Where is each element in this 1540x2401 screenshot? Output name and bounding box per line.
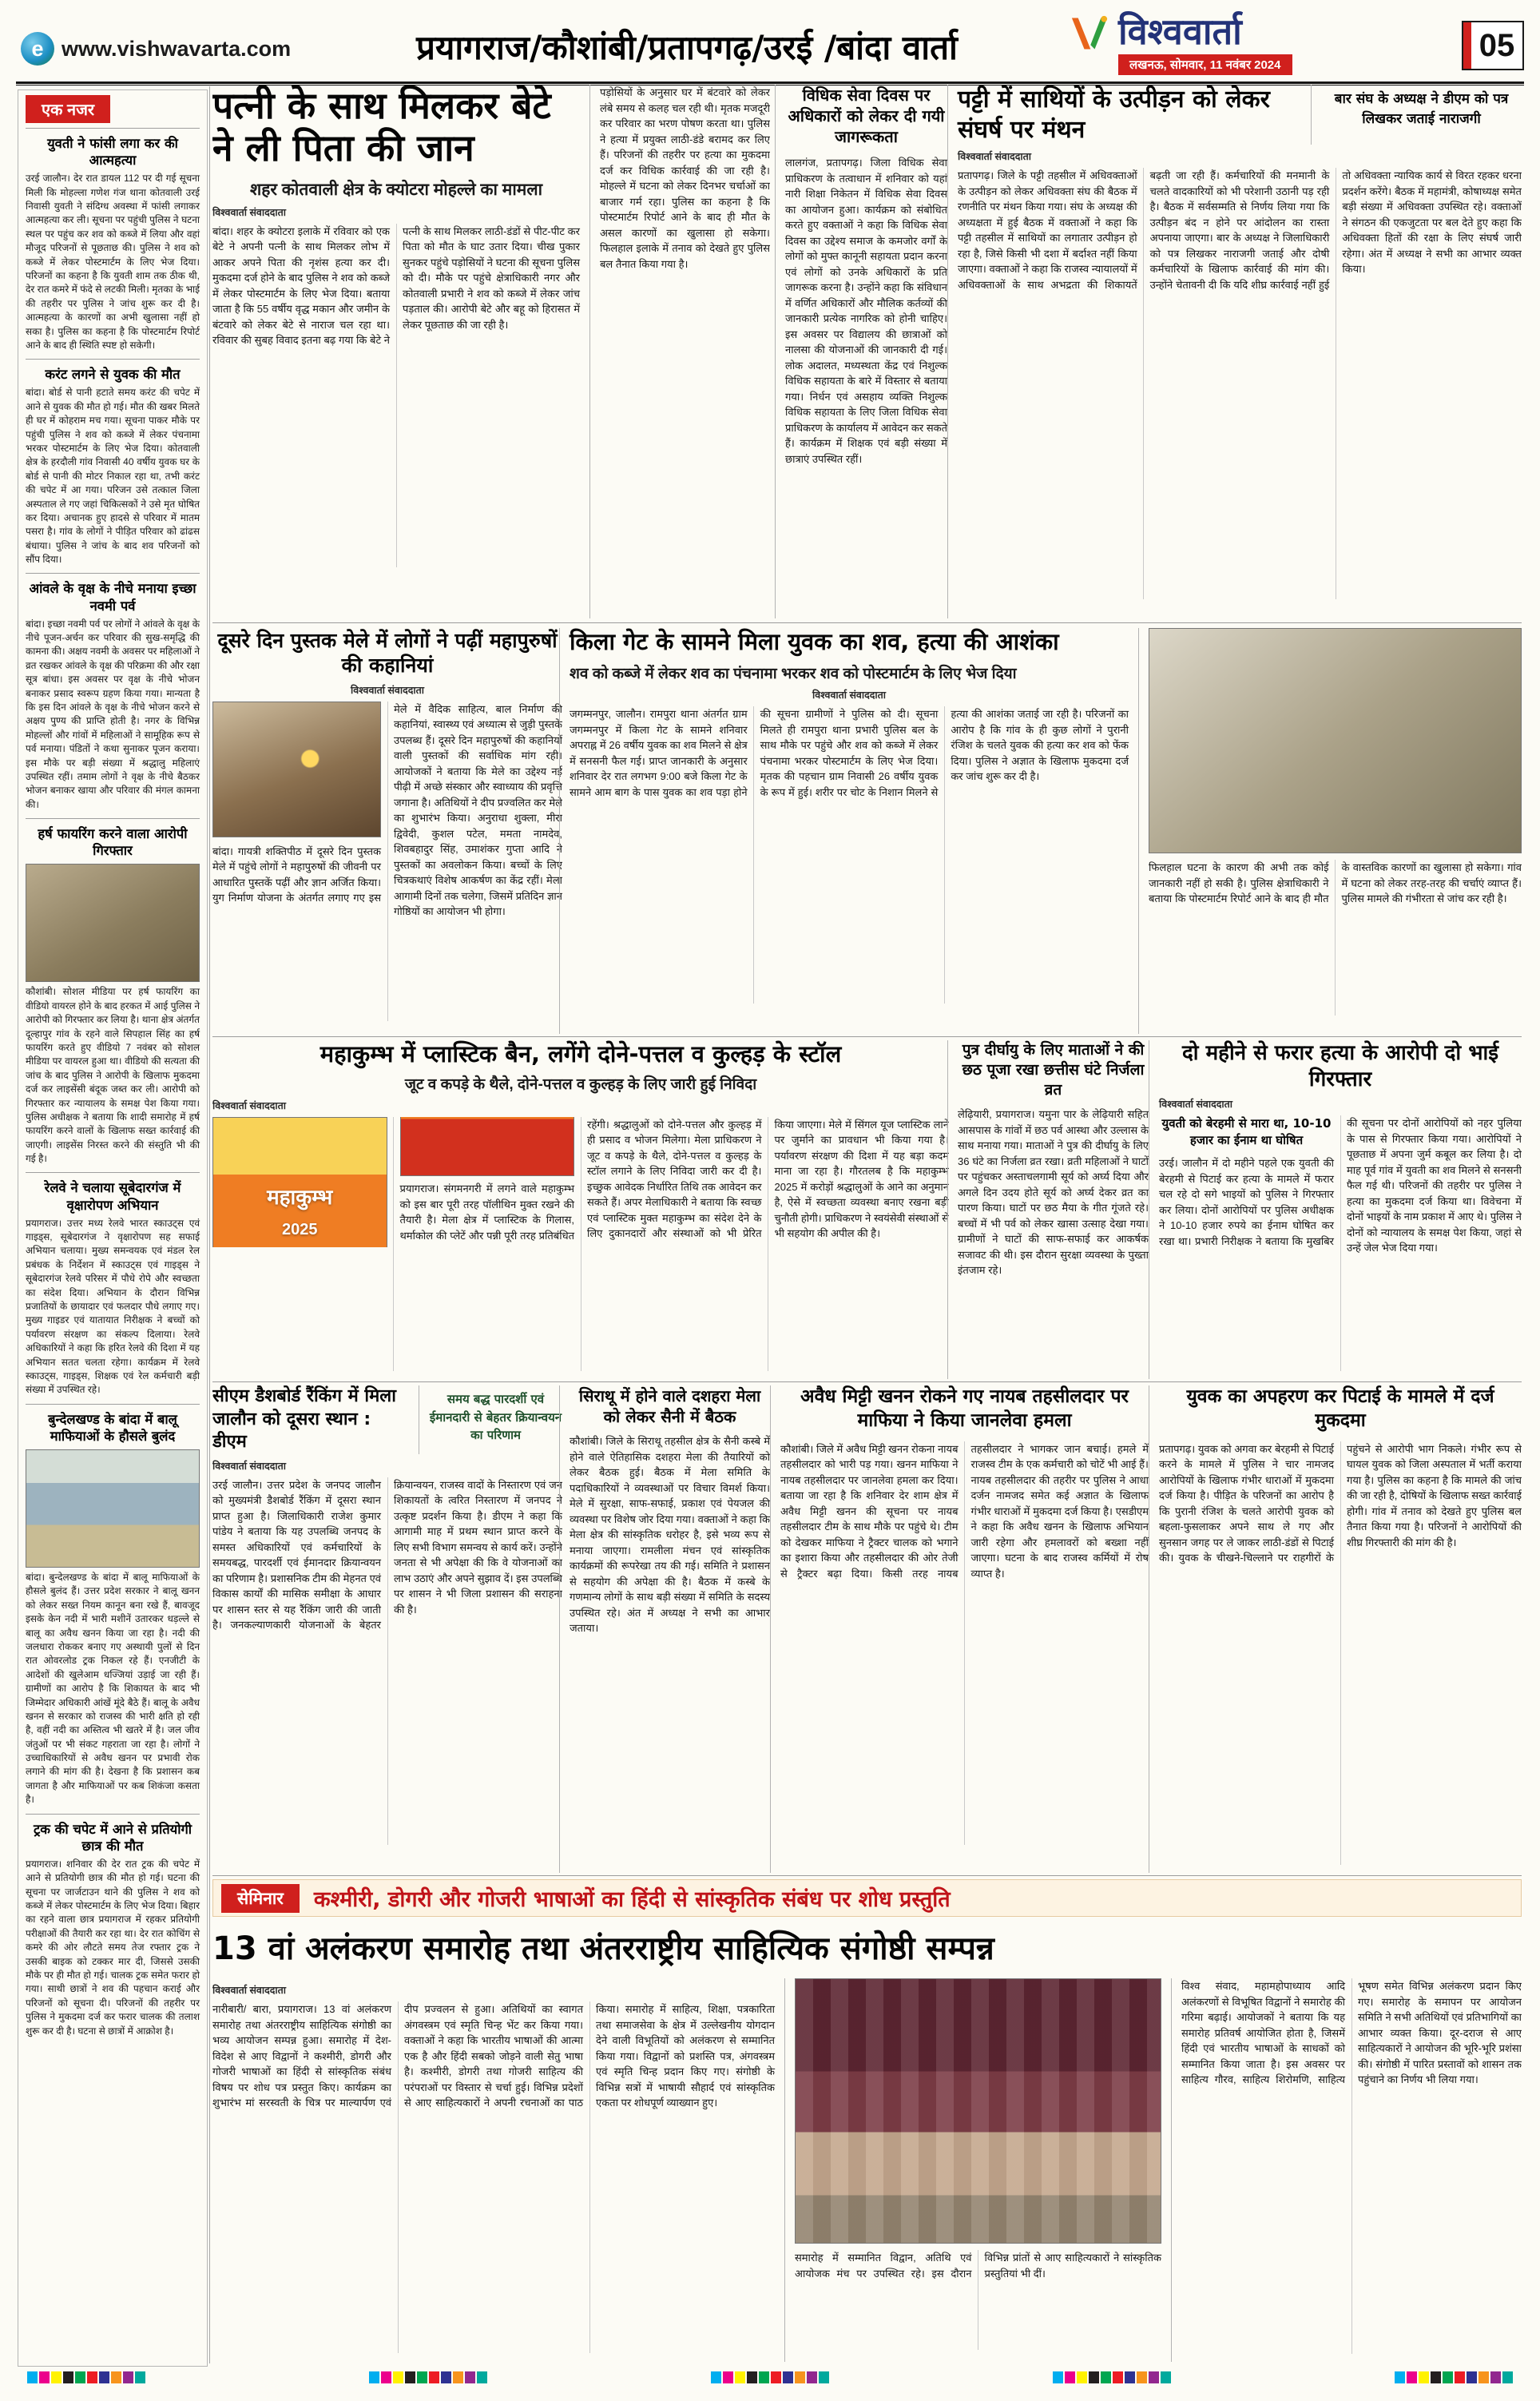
photo-arrested-man [26, 864, 200, 982]
poster-title: महाकुम्भ [267, 1185, 333, 1210]
byline: विश्ववार्ता संवाददाता [212, 1099, 286, 1111]
globe-letter: e [31, 36, 44, 61]
region-line: प्रयागराज/कौशांबी/प्रतापगढ़/उरई /बांदा वार्ता [416, 28, 958, 67]
article-sirathu [559, 1385, 770, 1873]
article-headline: युवक का अपहरण कर पिटाई के मामले में दर्ज मुकदमा [1186, 1386, 1494, 1431]
article-body: बांदा। बुन्देलखण्ड के बांदा में बालू माफियाओं के हौसले बुलंद हैं। उत्तर प्रदेश सरकार ने बालू खनन को लेकर सख्त नियम कानून बना रखे हैं, बावजूद इसके केन नदी में भारी मशीनें उतारकर धड़ल्ले से बालू का अवैध खनन किया जा रहा है। नदी की जलधारा रोककर बनाए गए अस्थायी पुलों से दिन रात ओवरलोड ट्रक निकल रहे हैं। एनजीटी के आदेशों की खुलेआम धज्जियां उड़ाई जा रही हैं। ग्रामीणों का आरोप है कि शिकायत के बाद भी जिम्मेदार अधिकारी आंखें मूंदे बैठे हैं। बालू के अवैध खनन से सरकार को राजस्व की भारी क्षति हो रही है, वहीं नदी का अस्तित्व भी खतरे में है। जल जीव जंतुओं पर भी संकट गहराता जा रहा है। लोगों ने उच्चाधिकारियों से अवैध खनन पर प्रभावी रोक लगाने की मांग की है। देखना है कि प्रशासन कब जागता है और माफियाओं पर कब शिकंजा कसता है। [26, 1571, 200, 1806]
article-body: बांदा। शहर के क्योटरा इलाके में रविवार को एक बेटे ने अपनी पत्नी के साथ मिलकर लोभ में आकर अपने पिता की नृशंस हत्या कर दी। मुकदमा दर्ज होने के बाद पुलिस ने शव को कब्जे में लेकर पोस्टमार्टम के लिए भेज दिया। बताया जाता है कि 55 वर्षीय वृद्ध मकान और जमीन के बंटवारे को लेकर बेटे से नाराज चल रहा था। रविवार की सुबह विवाद इतना बढ़ गया कि बेटे ने पत्नी के साथ मिलकर लाठी-डंडों से पीट-पीट कर पिता को मौत के घाट उतार दिया। चीख पुकार सुनकर पहुंचे पड़ोसियों ने घटना की सूचना पुलिस को दी। मौके पर पहुंचे क्षेत्राधिकारी नगर और कोतवाली प्रभारी ने शव को कब्जे में लेकर जांच पड़ताल की। आरोपी बेटे और बहू को हिरासत में लेकर पूछताछ की जा रही है। [212, 225, 580, 347]
rail-article-railway-plantation [26, 1172, 200, 1403]
photo-book-fair [212, 702, 381, 837]
article-apharan [1149, 1385, 1522, 1873]
print-registration-marks [27, 2371, 1513, 2383]
page-number-accent-bar [1463, 22, 1471, 69]
article-body: बांदा। बोर्ड से पानी हटाते समय करंट की चपेट में आने से युवक की मौत हो गई। मौत की खबर मिलते ही घर में कोहराम मच गया। सूचना पाकर मौके पर पहुंची पुलिस ने शव को कब्जे में लेकर पंचनामा भरकर पोस्टमार्टम के लिए भेज दिया। कोतवाली क्षेत्र के हरदौली गांव निवासी 40 वर्षीय युवक घर के बोर्ड से पानी की मोटर निकाल रहा था, तभी करंट की चपेट में आ गया। परिजन उसे तत्काल जिला अस्पताल ले गए जहां चिकित्सकों ने उसे मृत घोषित कर दिया। अचानक हुए हादसे से परिवार में मातम पसरा है। गांव के लोगों ने पीड़ित परिवार को ढांढस बंधाया। पुलिस ने जांच के बाद शव परिजनों को सौंप दिया। [26, 387, 200, 566]
article-vidhik [775, 85, 947, 618]
article-do-bhai [1149, 1040, 1522, 1379]
one-look-label: एक नजर [26, 95, 110, 123]
article-headline: पट्टी में साथियों के उत्पीड़न को लेकर संघर्ष पर मंथन [958, 85, 1270, 144]
rail-article-electrocution [26, 359, 200, 573]
website-block [21, 32, 291, 66]
section-rule [212, 622, 1522, 623]
article-kila [559, 628, 1522, 1034]
article-headline: सिराथू में होने वाले दशहरा मेला को लेकर सैनी में बैठक [578, 1386, 761, 1426]
article-seminar [212, 1879, 1522, 2363]
section-rule [212, 1036, 1522, 1037]
photo-police-scene [1149, 628, 1522, 853]
article-headline: युवती ने फांसी लगा कर की आत्महत्या [47, 136, 178, 169]
article-body: कौशांबी। जिले के सिराथू तहसील क्षेत्र के सैनी कस्बे में होने वाले ऐतिहासिक दशहरा मेला की तैयारियों को लेकर बैठक हुई। बैठक में मेला समिति के पदाधिकारियों ने व्यवस्थाओं पर विचार विमर्श किया। मेले में सुरक्षा, साफ-सफाई, प्रकाश एवं पेयजल की व्यवस्था पर विशेष जोर दिया गया। वक्ताओं ने कहा कि मेला क्षेत्र की सांस्कृतिक धरोहर है, इसे भव्य रूप से मनाया जाएगा। रामलीला मंचन एवं सांस्कृतिक कार्यक्रमों की रूपरेखा तय की गई। समिति ने प्रशासन से सहयोग की अपेक्षा की है। बैठक में कस्बे के गणमान्य लोगों के साथ बड़ी संख्या में समिति के सदस्य उपस्थित रहे। अंत में अध्यक्ष ने सभी का आभार जताया। [570, 1435, 770, 1634]
article-body: कौशांबी। जिले में अवैध मिट्टी खनन रोकना नायब तहसीलदार को भारी पड़ गया। खनन माफिया ने नायब तहसीलदार पर जानलेवा हमला कर दिया। बताया जा रहा है कि शनिवार देर शाम क्षेत्र में अवैध मिट्टी खनन की सूचना पर नायब तहसीलदार टीम के साथ मौके पर पहुंचे थे। टीम को देखकर माफिया ने ट्रैक्टर चालक को भगाने का इशारा किया और तहसीलदार की ओर तेजी से ट्रैक्टर बढ़ा दिया। किसी तरह नायब तहसीलदार ने भागकर जान बचाई। हमले में राजस्व टीम के एक कर्मचारी को चोटें भी आई हैं। नायब तहसीलदार की तहरीर पर पुलिस ने आधा दर्जन नामजद समेत कई अज्ञात के खिलाफ गंभीर धाराओं में मुकदमा दर्ज किया है। एसडीएम ने कहा कि अवैध खनन के खिलाफ अभियान जारी रहेगा और हमलावरों को बख्शा नहीं जाएगा। घटना के बाद राजस्व कर्मियों में रोष व्याप्त है। [780, 1442, 1149, 1580]
article-headline: हर्ष फायरिंग करने वाला आरोपी गिरफ्तार [38, 826, 188, 859]
masthead-title: विश्ववार्ता [1118, 10, 1242, 53]
article-headline: दूसरे दिन पुस्तक मेले में लोगों ने पढ़ीं महापुरुषों की कहानियां [217, 629, 558, 678]
article-body: जगम्मनपुर, जालौन। रामपुरा थाना अंतर्गत ग्राम जगम्मनपुर में किला गेट के सामने शनिवार अपराह्न में 26 वर्षीय युवक का शव मिलने से क्षेत्र में सनसनी फैल गई। प्राप्त जानकारी के अनुसार शनिवार देर रात लगभग 9:00 बजे किला गेट के सामने आम बाग के पास युवक का शव पड़ा होने की सूचना ग्रामीणों ने पुलिस को दी। सूचना मिलते ही रामपुरा थाना प्रभारी पुलिस बल के साथ मौके पर पहुंचे और शव को कब्जे में लेकर पंचनामा भरकर पोस्टमार्टम के लिए भेज दिया। मृतक की पहचान ग्राम निवासी 26 वर्षीय युवक के रूप में हुई। शरीर पर चोट के निशान मिलने से हत्या की आशंका जताई जा रही है। परिजनों का आरोप है कि गांव के ही कुछ लोगों ने पुरानी रंजिश के चलते युवक की हत्या कर शव को फेंक दिया। पुलिस ने अज्ञात के खिलाफ मुकदमा दर्ज कर जांच शुरू कर दी है। [570, 708, 1129, 798]
photo-note: समारोह में सम्मानित विद्वान, अतिथि एवं आयोजक मंच पर उपस्थित रहे। इस दौरान विभिन्न प्रांतों से आए साहित्यकारों ने सांस्कृतिक प्रस्तुतियां भी दीं। [795, 2252, 1161, 2280]
print-mark-group [711, 2371, 829, 2383]
masthead-logo-icon [1069, 13, 1110, 54]
article-body: लेढ़ियारी, प्रयागराज। यमुना पार के लेढ़ियारी सहित आसपास के गांवों में छठ पर्व आस्था और उल्लास के साथ मनाया गया। माताओं ने पुत्र की दीर्घायु के लिए 36 घंटे का निर्जला व्रत रखा। व्रती महिलाओं ने घाटों पर पहुंचकर अस्ताचलगामी सूर्य को अर्घ्य दिया और अगले दिन उदय होते सूर्य को अर्घ्य देकर व्रत का पारण किया। घाटों पर छठ मैया के गीत गूंजते रहे। बच्चों में भी पर्व को लेकर खासा उत्साह देखा गया। ग्रामीणों ने घाटों की साफ-सफाई कर आकर्षक सजावट की थी। इस दौरान सुरक्षा व्यवस्था के पुख्ता इंतजाम रहे। [958, 1108, 1149, 1277]
article-body-continued: पड़ोसियों के अनुसार घर में बंटवारे को लेकर लंबे समय से कलह चल रही थी। मृतक मजदूरी कर परिवार का भरण पोषण करता था। पुलिस ने हत्या में प्रयुक्त लाठी-डंडे बरामद कर लिए हैं। परिजनों की तहरीर पर हत्या का मुकदमा दर्ज कर विधिक कार्रवाई की जा रही है। मोहल्ले में घटना को लेकर दिनभर चर्चाओं का बाजार गर्म रहा। पुलिस का कहना है कि पोस्टमार्टम रिपोर्ट आने के बाद ही मौत के असल कारणों का खुलासा हो सकेगा। फिलहाल इलाके में तनाव को देखते हुए पुलिस बल तैनात किया गया है। [600, 86, 770, 270]
article-kicker: युवती को बेरहमी से मारा था, 10-10 हजार का ईनाम था घोषित [1161, 1116, 1332, 1147]
article-body-wrap [212, 1117, 949, 1371]
poster-year: 2025 [282, 1221, 318, 1239]
section-rule [212, 1875, 1522, 1876]
rail-article-ichha-navami [26, 573, 200, 818]
article-body: बांदा। इच्छा नवमी पर्व पर लोगों ने आंवले के वृक्ष के नीचे पूजन-अर्चन कर परिवार की सुख-समृद्धि की कामना की। अक्षय नवमी के अवसर पर महिलाओं ने व्रत रखकर आंवले के वृक्ष की परिक्रमा की और रक्षा सूत्र बांधा। इस अवसर पर वृक्ष के नीचे भोजन बनाकर प्रसाद स्वरूप ग्रहण किया गया। मान्यता है कि इस दिन आंवले के वृक्ष के नीचे भोजन करने से अक्षय पुण्य की प्राप्ति होती है। नगर के विभिन्न मोहल्लों और गांवों में महिलाओं ने सामूहिक रूप से पर्व मनाया। पंडितों ने कथा सुनाकर पूजन कराया। इस मौके पर बड़ी संख्या में श्रद्धालु महिलाएं उपस्थित रहीं। तमाम लोगों ने वृक्ष के नीचे बैठकर भोजन बनाकर खाया और परिवार की मंगल कामना की। [26, 618, 200, 810]
article-headline: किला गेट के सामने मिला युवक का शव, हत्या की आशंका [570, 628, 1059, 655]
rail-article-truck-accident [26, 1814, 200, 2045]
edition-dateline: लखनऊ, सोमवार, 11 नवंबर 2024 [1118, 54, 1292, 75]
article-headline: आंवले के वृक्ष के नीचे मनाया इच्छा नवमी पर्व [29, 581, 196, 614]
article-mitti [770, 1385, 1149, 1873]
article-body: नारीबारी/ बारा, प्रयागराज। 13 वां अलंकरण समारोह तथा अंतरराष्ट्रीय साहित्यिक संगोष्ठी का भव्य आयोजन सम्पन्न हुआ। समारोह में देश-विदेश से आए विद्वानों ने कश्मीरी, डोगरी और गोजरी भाषाओं का हिंदी से सांस्कृतिक संबंध विषय पर शोध पत्र प्रस्तुत किए। कार्यक्रम का शुभारंभ मां सरस्वती के चित्र पर माल्यार्पण एवं दीप प्रज्वलन से हुआ। अतिथियों का स्वागत अंगवस्त्रम एवं स्मृति चिन्ह भेंट कर किया गया। वक्ताओं ने कहा कि भारतीय भाषाओं की आत्मा एक है और हिंदी सबको जोड़ने वाली सेतु भाषा है। कश्मीरी, डोगरी तथा गोजरी साहित्य की परंपराओं पर विस्तार से चर्चा हुई। विभिन्न प्रदेशों से आए साहित्यकारों ने अपनी रचनाओं का पाठ किया। समारोह में साहित्य, शिक्षा, पत्रकारिता तथा समाजसेवा के क्षेत्र में उल्लेखनीय योगदान देने वाली विभूतियों को अलंकरण से सम्मानित किया गया। विद्वानों को प्रशस्ति पत्र, अंगवस्त्रम एवं स्मृति चिन्ह प्रदान किए गए। संगोष्ठी के विभिन्न सत्रों में भाषायी सौहार्द एवं सांस्कृतिक एकता पर शोधपूर्ण व्याख्यान हुए। [212, 2003, 775, 2109]
article-body: उरई। जालौन में दो महीने पहले एक युवती की बेरहमी से पिटाई कर हत्या के मामले में फरार चल रहे दो सगे भाइयों को पुलिस ने गिरफ्तार कर लिया। दोनों आरोपियों पर पुलिस अधीक्षक ने 10-10 हजार रुपये का ईनाम घोषित कर रखा था। प्रभारी निरीक्षक ने बताया कि मुखबिर की सूचना पर दोनों आरोपियों को नहर पुलिया के पास से गिरफ्तार किया गया। आरोपियों ने पूछताछ में अपना जुर्म कबूल कर लिया है। दो माह पूर्व गांव में युवती का शव मिलने से सनसनी फैल गई थी। परिजनों की तहरीर पर पुलिस ने हत्या का मुकदमा दर्ज किया था। विवेचना में दोनों भाइयों के नाम प्रकाश में आए थे। पुलिस ने दोनों को न्यायालय के समक्ष पेश किया, जहां से उन्हें जेल भेज दिया गया। [1159, 1117, 1522, 1254]
article-headline: 13 वां अलंकरण समारोह तथा अंतरराष्ट्रीय साहित्यिक संगोष्ठी सम्पन्न [212, 1930, 994, 1967]
article-headline: पत्नी के साथ मिलकर बेटे ने ली पिता की जान [212, 85, 551, 170]
byline: विश्ववार्ता संवाददाता [212, 1460, 286, 1472]
article-headline: रेलवे ने चलाया सूबेदारगंज में वृक्षारोपण अभियान [44, 1180, 181, 1213]
byline: विश्ववार्ता संवाददाता [1159, 1099, 1232, 1110]
photo-river-sand-mining [26, 1449, 200, 1568]
article-chhath [947, 1040, 1149, 1379]
article-kicker: बार संघ के अध्यक्ष ने डीएम को पत्र लिखकर जताई नाराजगी [1334, 91, 1509, 127]
article-body-continued: फिलहाल घटना के कारण की अभी तक कोई जानकारी नहीं हो सकी है। पुलिस क्षेत्राधिकारी ने बताया कि पोस्टमार्टम रिपोर्ट आने के बाद ही मौत के वास्तविक कारणों का खुलासा हो सकेगा। गांव में घटना को लेकर तरह-तरह की चर्चाएं व्याप्त हैं। पुलिस मामले की गंभीरता से जांच कर रही है। [1149, 861, 1522, 904]
page-number-box [1462, 21, 1524, 70]
article-body: प्रतापगढ़। जिले के पट्टी तहसील में अधिवक्ताओं के उत्पीड़न को लेकर अधिवक्ता संघ की बैठक में रणनीति पर मंथन किया गया। संघ के अध्यक्ष की अध्यक्षता में हुई बैठक में वक्ताओं ने कहा कि पट्टी तहसील में साथियों का लगातार उत्पीड़न हो रहा है, जिसे किसी भी दशा में बर्दाश्त नहीं किया जाएगा। वक्ताओं ने कहा कि राजस्व न्यायालयों में अधिवक्ताओं के साथ अभद्रता की शिकायतें बढ़ती जा रही हैं। कर्मचारियों की मनमानी के चलते वादकारियों को भी परेशानी उठानी पड़ रही है। बैठक में सर्वसम्मति से निर्णय लिया गया कि उत्पीड़न बंद न होने पर आंदोलन का रास्ता अपनाया जाएगा। बार के अध्यक्ष ने जिलाधिकारी को पत्र लिखकर नाराजगी जताई और दोषी कर्मचारियों के खिलाफ कार्रवाई की मांग की। उन्होंने चेतावनी दी कि यदि शीघ्र कार्रवाई नहीं हुई तो अधिवक्ता न्यायिक कार्य से विरत रहकर धरना प्रदर्शन करेंगे। बैठक में महामंत्री, कोषाध्यक्ष समेत बड़ी संख्या में अधिवक्ता उपस्थित रहे। वक्ताओं ने संगठन की एकजुटता पर बल देते हुए कहा कि अधिवक्ता हितों की रक्षा के लिए संघर्ष जारी रहेगा। अंत में अध्यक्ष ने सभी का आभार व्यक्त किया। [958, 169, 1522, 291]
article-body: प्रयागराज। शनिवार की देर रात ट्रक की चपेट में आने से प्रतियोगी छात्र की मौत हो गई। घटना की सूचना पर जार्जटाउन थाने की पुलिस ने शव को कब्जे में लेकर पोस्टमार्टम के लिए भेज दिया। बिहार का रहने वाला छात्र प्रयागराज में रहकर प्रतियोगी परीक्षाओं की तैयारी कर रहा था। देर रात कोचिंग से कमरे की ओर लौटते समय तेज रफ्तार ट्रक ने उसकी बाइक को टक्कर मार दी, जिससे उसकी मौके पर ही मौत हो गई। चालक ट्रक समेत फरार हो गया। साथी छात्रों ने शव की पहचान कराई और परिजनों को सूचना दी। परिजनों की तहरीर पर पुलिस ने मुकदमा दर्ज कर फरार चालक की तलाश शुरू कर दी है। घटना से छात्रों में आक्रोश है। [26, 1858, 200, 2037]
print-mark-group [27, 2371, 145, 2383]
section-rule [212, 1381, 1522, 1382]
rail-divider [209, 86, 210, 2363]
article-body: लालगंज, प्रतापगढ़। जिला विधिक सेवा प्राधिकरण के तत्वाधान में शनिवार को यहां नारी शिक्षा निकेतन में विधिक सेवा दिवस का आयोजन हुआ। कार्यक्रम को संबोधित करते हुए वक्ताओं ने कहा कि विधिक सेवा दिवस का उद्देश्य समाज के कमजोर वर्गों के लोगों को मुफ्त कानूनी सहायता प्रदान करना एवं लोगों को उनके अधिकारों के प्रति जागरूक करना है। उन्होंने कहा कि संविधान में वर्णित अधिकारों और मौलिक कर्तव्यों की जानकारी प्रत्येक नागरिक को होनी चाहिए। इस अवसर पर विद्यालय की छात्राओं को नालसा की योजनाओं की जानकारी दी गई। लोक अदालत, मध्यस्थता केंद्र एवं निशुल्क विधिक सहायता के बारे में विस्तार से बताया गया। निर्धन एवं असहाय व्यक्ति निशुल्क विधिक सहायता के लिए जिला विधिक सेवा प्राधिकरण के कार्यालय में आवेदन कर सकते हैं। कार्यक्रम में शिक्षक एवं बड़ी संख्या में छात्राएं उपस्थित रहीं। [785, 157, 947, 465]
globe-icon [21, 32, 54, 66]
article-headline: महाकुम्भ में प्लास्टिक बैन, लगेंगे दोने-पत्तल व कुल्हड़ के स्टॉल [320, 1040, 842, 1067]
rail-article-harsh-firing [26, 818, 200, 1172]
byline: विश्ववार्ता संवाददाता [812, 690, 886, 702]
article-cm-dashboard [212, 1385, 562, 1873]
seminar-strip [212, 1879, 1522, 1917]
article-headline: बुन्देलखण्ड के बांदा में बालू माफियाओं के हौसले बुलंद [48, 1411, 177, 1444]
article-subhead: शहर कोतवाली क्षेत्र के क्योटरा मोहल्ले का मामला [249, 180, 543, 199]
article-body: प्रयागराज। उत्तर मध्य रेलवे भारत स्काउट्स एवं गाइड्स, सूबेदारगंज ने वृक्षारोपण सह सफाई अभियान चलाया। मुख्य समन्वयक एवं मंडल रेल प्रबंधक के निर्देशन में स्काउट्स एवं गाइड्स ने सूबेदारगंज रेलवे परिसर में पौधे रोपे और स्वच्छता का संदेश दिया। अभियान के दौरान विभिन्न प्रजातियों के छायादार एवं फलदार पौधे लगाए गए। मुख्य गाइडर एवं यातायात निरीक्षक ने बच्चों को पर्यावरण संरक्षण का संकल्प दिलाया। रेलवे अधिकारियों ने कहा कि हरित रेलवे की दिशा में यह अभियान सतत चलता रहेगा। कार्यक्रम में रेलवे स्काउट्स, गाइड्स, शिक्षक एवं रेल कर्मचारी बड़ी संख्या में उपस्थित रहे। [26, 1217, 200, 1396]
article-body: उरई जालौन। उत्तर प्रदेश के जनपद जालौन को मुख्यमंत्री डैशबोर्ड रैंकिंग में दूसरा स्थान प्राप्त हुआ है। जिलाधिकारी राजेश कुमार पांडेय ने बताया कि यह उपलब्धि जनपद के समस्त अधिकारियों एवं कर्मचारियों के समयबद्ध, पारदर्शी एवं ईमानदार क्रियान्वयन का परिणाम है। प्रशासनिक टीम की मेहनत एवं विकास कार्यों की मासिक समीक्षा के आधार पर शासन स्तर से यह रैंकिंग जारी की जाती है। जनकल्याणकारी योजनाओं के बेहतर क्रियान्वयन, राजस्व वादों के निस्तारण एवं जन शिकायतों के त्वरित निस्तारण में जनपद ने उत्कृष्ट प्रदर्शन किया है। डीएम ने कहा कि आगामी माह में प्रथम स्थान प्राप्त करने के लिए सभी विभाग समन्वय से कार्य करें। उन्होंने जनता से भी अपेक्षा की कि वे योजनाओं का लाभ उठाएं और अपने सुझाव दें। इस उपलब्धि पर शासन ने भी जिला प्रशासन की सराहना की है। [212, 1478, 562, 1632]
article-body: उरई जालौन। देर रात डायल 112 पर दी गई सूचना मिली कि मोहल्ला गणेश गंज थाना कोतवाली उरई निवासी युवती ने संदिग्ध अवस्था में फांसी लगाकर आत्महत्या कर ली। सूचना पर पहुंची पुलिस ने घटना स्थल पर पहुंच कर शव को कब्जे में लिया और वहां मौजूद परिजनों से पूछताछ की। पुलिस ने शव को कब्जे में लेकर पोस्टमार्टम के लिए भेज दिया। परिजनों का कहना है कि युवती शाम तक ठीक थी, देर रात कमरे में फंदे से लटकी मिली। मृतका के भाई की तहरीर पर पुलिस ने जांच शुरू कर दी है। आत्महत्या के कारणों का अभी खुलासा नहीं हो सका है। पुलिस का कहना है कि पोस्टमार्टम रिपोर्ट आने के बाद ही स्थिति स्पष्ट हो सकेगी। [26, 173, 200, 351]
print-mark-group [369, 2371, 487, 2383]
article-body-wrap [1159, 1115, 1522, 1371]
article-headline: पुत्र दीर्घायु के लिए माताओं ने की छठ पूजा रखा छत्तीस घंटे निर्जला व्रत [962, 1041, 1145, 1099]
seminar-strip-title: कश्मीरी, डोगरी और गोजरी भाषाओं का हिंदी से सांस्कृतिक संबंध पर शोध प्रस्तुति [313, 1887, 951, 1912]
rail-article-suicide [26, 128, 200, 359]
article-headline: सीएम डैशबोर्ड रैंकिंग में मिला जालौन को दूसरा स्थान : डीएम [212, 1386, 396, 1453]
article-headline: करंट लगने से युवक की मौत [45, 367, 181, 383]
article-headline: अवैध मिट्टी खनन रोकने गए नायब तहसीलदार पर माफिया ने किया जानलेवा हमला [800, 1386, 1129, 1431]
article-headline: विधिक सेवा दिवस पर अधिकारों को लेकर दी गयी जागरूकता [788, 85, 945, 146]
photo-seminar-group [795, 1978, 1161, 2244]
article-body: प्रतापगढ़। युवक को अगवा कर बेरहमी से पिटाई करने के मामले में पुलिस ने चार नामजद आरोपियों के खिलाफ गंभीर धाराओं में मुकदमा दर्ज किया है। पीड़ित के परिजनों का आरोप है कि पुरानी रंजिश के चलते आरोपी युवक को बहला-फुसलाकर अपने साथ ले गए और सुनसान जगह पर ले जाकर लाठी-डंडों से पिटाई की। युवक के चीखने-चिल्लाने पर राहगीरों के पहुंचने से आरोपी भाग निकले। गंभीर रूप से घायल युवक को जिला अस्पताल में भर्ती कराया गया है। पुलिस का कहना है कि मामले की जांच की जा रही है, दोषियों के खिलाफ सख्त कार्रवाई होगी। गांव में तनाव को देखते हुए पुलिस बल तैनात किया गया है। परिजनों ने आरोपियों की शीघ्र गिरफ्तारी की मांग की है। [1159, 1442, 1522, 1564]
article-body-wrap [212, 702, 562, 1021]
article-subhead: शव को कब्जे में लेकर शव का पंचनामा भरकर शव को पोस्टमार्टम के लिए भेज दिया [570, 666, 1017, 683]
print-mark-group [1395, 2371, 1513, 2383]
byline: विश्ववार्ता संवाददाता [958, 151, 1031, 162]
article-subhead: जूट व कपड़े के थैले, दोने-पत्तल व कुल्हड़ के लिए जारी हुई निविदा [404, 1075, 757, 1093]
byline: विश्ववार्ता संवाददाता [212, 1985, 286, 1996]
rail-article-sand-mafia [26, 1404, 200, 1814]
article-body: कौशांबी। सोशल मीडिया पर हर्ष फायरिंग का वीडियो वायरल होने के बाद हरकत में आई पुलिस ने आरोपी को गिरफ्तार कर लिया है। थाना क्षेत्र अंतर्गत दूल्हापुर गांव के रहने वाले सिपहाल सिंह का हर्ष फायरिंग करते हुए वीडियो 7 नवंबर को सोशल मीडिया पर वायरल हुआ था। वीडियो की सत्यता की जांच के बाद पुलिस ने आरोपी के खिलाफ मुकदमा दर्ज कर लाइसेंसी बंदूक जब्त कर ली। आरोपी को गिरफ्तार कर न्यायालय के समक्ष पेश किया गया। पुलिस अधीक्षक ने बताया कि शादी समारोह में हर्ष फायरिंग करने वालों के खिलाफ सख्त कार्रवाई की जाएगी। लाइसेंस निरस्त करने की संस्तुति भी की गई है। [26, 986, 200, 1165]
article-patti [947, 85, 1522, 618]
article-pustak [212, 628, 562, 1034]
article-headline: दो महीने से फरार हत्या के आरोपी दो भाई गिरफ्तार [1182, 1041, 1498, 1091]
article-headline: ट्रक की चपेट में आने से प्रतियोगी छात्र की मौत [33, 1821, 192, 1854]
article-body-continued: विश्व संवाद, महामहोपाध्याय आदि अलंकरणों से विभूषित विद्वानों ने समारोह की गरिमा बढ़ाई। आयोजकों ने बताया कि यह समारोह प्रतिवर्ष आयोजित होता है, जिसमें हिंदी एवं भारतीय भाषाओं के साधकों को सम्मानित किया जाता है। इस अवसर पर साहित्य गौरव, साहित्य शिरोमणि, साहित्य भूषण समेत विभिन्न अलंकरण प्रदान किए गए। समारोह के समापन पर आयोजन समिति ने सभी अतिथियों एवं प्रतिभागियों का आभार व्यक्त किया। दूर-दराज से आए साहित्यकारों ने आयोजन की भूरि-भूरि प्रशंसा की। संगोष्ठी में पारित प्रस्तावों को शासन तक पहुंचाने का निर्णय भी लिया गया। [1181, 1980, 1522, 2085]
website-url: www.vishwavarta.com [62, 36, 292, 61]
byline: विश्ववार्ता संवाददाता [212, 206, 286, 218]
page-header [16, 10, 1524, 80]
article-body: बांदा। गायत्री शक्तिपीठ में दूसरे दिन पुस्तक मेले में पहुंचे लोगों ने महापुरुषों की जीवनी पर आधारित पुस्तकें पढ़ीं और ज्ञान अर्जित किया। युग निर्माण योजना के अंतर्गत लगाए गए इस मेले में वैदिक साहित्य, बाल निर्माण की कहानियां, स्वास्थ्य एवं अध्यात्म से जुड़ी पुस्तकें उपलब्ध हैं। दूसरे दिन महापुरुषों की कहानियों वाली पुस्तकों की सर्वाधिक मांग रही। आयोजकों ने बताया कि मेले का उद्देश्य नई पीढ़ी में अच्छे संस्कार और स्वाध्याय की प्रवृत्ति जगाना है। अतिथियों ने दीप प्रज्वलित कर मेले का शुभारंभ किया। अनुराधा शुक्ला, मीरा द्विवेदी, कुशल पटेल, ममता नामदेव, शिवबहादुर सिंह, उमाशंकर गुप्ता आदि ने पुस्तकों का अवलोकन किया। बच्चों के लिए चित्रकथाएं विशेष आकर्षण का केंद्र रहीं। मेला आगामी दिनों तक चलेगा, जिसमें प्रतिदिन ज्ञान गोष्ठियों का आयोजन भी होगा। [212, 702, 562, 917]
print-mark-group [1053, 2371, 1171, 2383]
masthead [1069, 10, 1292, 75]
article-kicker: समय बद्ध पारदर्शी एवं ईमानदारी से बेहतर क्रियान्वयन का परिणाम [429, 1392, 562, 1442]
article-patni [212, 85, 770, 618]
seminar-label: सेमिनार [221, 1884, 300, 1913]
byline: विश्ववार्ता संवाददाता [351, 684, 424, 696]
page-number: 05 [1478, 27, 1515, 63]
article-body: प्रयागराज। संगमनगरी में लगने वाले महाकुम्भ को इस बार पूरी तरह पॉलीथिन मुक्त रखने की तैयारी है। मेला क्षेत्र में प्लास्टिक के गिलास, थर्माकोल की प्लेटें और पन्नी पूरी तरह प्रतिबंधित रहेंगी। श्रद्धालुओं को दोने-पत्तल और कुल्हड़ में ही प्रसाद व भोजन मिलेगा। मेला प्राधिकरण ने जूट व कपड़े के थैले, दोने-पत्तल व कुल्हड़ के स्टॉल लगाने के लिए निविदा जारी कर दी है। इच्छुक आवेदक निर्धारित तिथि तक आवेदन कर सकते हैं। अपर मेलाधिकारी ने बताया कि स्वच्छ एवं प्लास्टिक मुक्त महाकुम्भ का संदेश देने के लिए दुकानदारों और संस्थाओं को भी प्रेरित किया जाएगा। मेले में सिंगल यूज प्लास्टिक लाने पर जुर्माने का प्रावधान भी किया गया है। पर्यावरण संरक्षण की दिशा में यह बड़ा कदम माना जा रहा है। गौरतलब है कि महाकुम्भ 2025 में करोड़ों श्रद्धालुओं के आने का अनुमान है, ऐसे में स्वच्छता व्यवस्था बनाए रखना बड़ी चुनौती होगी। प्राधिकरण ने स्वयंसेवी संस्थाओं से भी सहयोग की अपील की है। [399, 1118, 949, 1242]
one-look-column [18, 89, 208, 2367]
article-mahakumbh [212, 1040, 949, 1379]
